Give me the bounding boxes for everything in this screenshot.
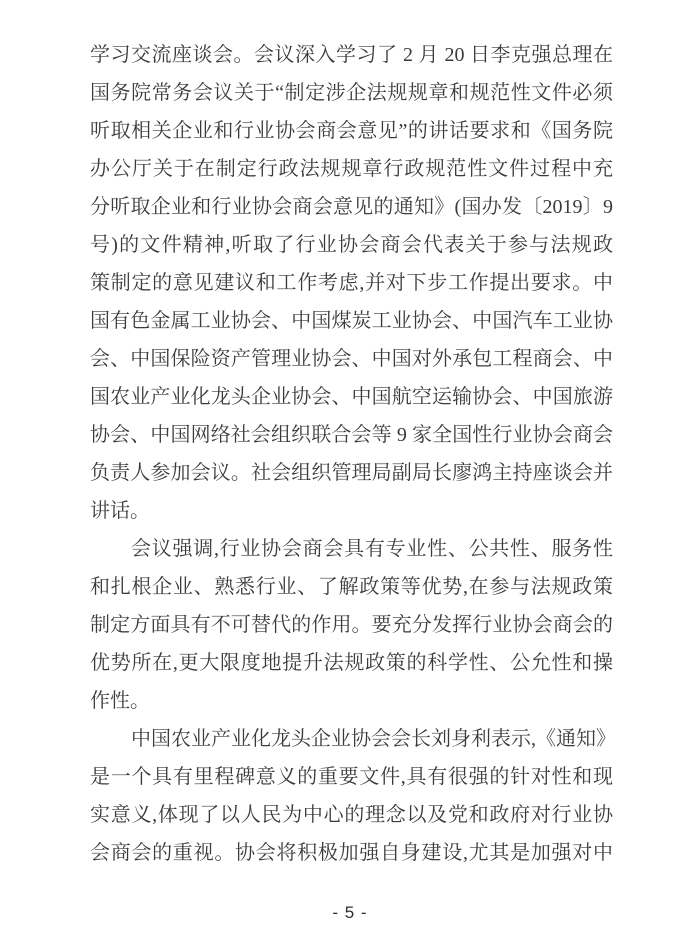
text-line: 国有色金属工业协会、中国煤炭工业协会、中国汽车工业协 — [90, 310, 613, 332]
document-body — [90, 36, 616, 872]
text-line: 会商会的重视。协会将积极加强自身建设,尤其是加强对中 — [90, 842, 613, 864]
text-line: 会、中国保险资产管理业协会、中国对外承包工程商会、中 — [90, 348, 613, 370]
text-line paragraph-end: 作性。 — [90, 690, 150, 712]
text-line: 号)的文件精神,听取了行业协会商会代表关于参与法规政 — [90, 234, 613, 256]
text-line: 国农业产业化龙头企业协会、中国航空运输协会、中国旅游 — [90, 386, 613, 408]
text-line paragraph-end: 讲话。 — [90, 500, 150, 522]
text-line: 制定方面具有不可替代的作用。要充分发挥行业协会商会的 — [90, 614, 613, 636]
text-line: 是一个具有里程碑意义的重要文件,具有很强的针对性和现 — [90, 766, 613, 788]
text-line: 协会、中国网络社会组织联合会等 9 家全国性行业协会商会 — [90, 424, 613, 446]
text-line: 策制定的意见建议和工作考虑,并对下步工作提出要求。中 — [90, 272, 613, 294]
text-line paragraph-start: 中国农业产业化龙头企业协会会长刘身利表示,《通知》 — [131, 728, 616, 750]
text-line: 办公厅关于在制定行政法规规章行政规范性文件过程中充 — [90, 158, 613, 180]
text-line: 学习交流座谈会。会议深入学习了 2 月 20 日李克强总理在 — [90, 44, 613, 66]
text-line: 听取相关企业和行业协会商会意见”的讲话要求和《国务院 — [90, 120, 613, 142]
text-line: 负责人参加会议。社会组织管理局副局长廖鸿主持座谈会并 — [90, 462, 613, 484]
text-line: 国务院常务会议关于“制定涉企法规规章和规范性文件必须 — [90, 82, 613, 104]
text-line: 和扎根企业、熟悉行业、了解政策等优势,在参与法规政策 — [90, 576, 613, 598]
text-line: 实意义,体现了以人民为中心的理念以及党和政府对行业协 — [90, 804, 613, 826]
text-line: 优势所在,更大限度地提升法规政策的科学性、公允性和操 — [90, 652, 613, 674]
text-line paragraph-start: 会议强调,行业协会商会具有专业性、公共性、服务性 — [131, 538, 613, 560]
page-number: - 5 - — [332, 903, 368, 922]
text-line: 分听取企业和行业协会商会意见的通知》(国办发〔2019〕9 — [90, 196, 613, 218]
